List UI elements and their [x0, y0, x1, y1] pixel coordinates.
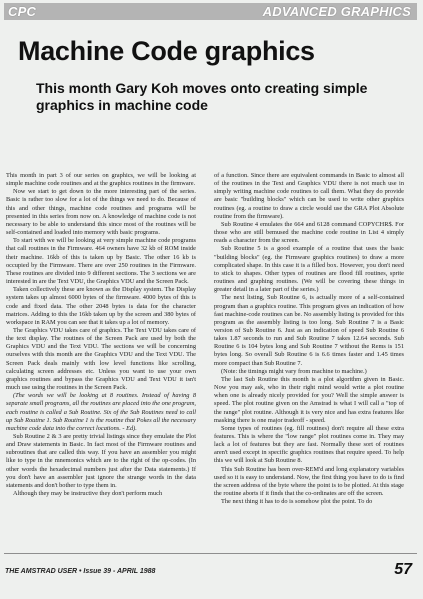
paragraph: Sub Routine 5 is a good example of a routine that uses the basic "building blocks" (eg. the Firmware graphics routines) to draw a more complicated shape. In this case it is a filled box. However, you don't need to stick to shapes. Other types of routines are flood fill routines, sprite routines and graphing routines. (We will be covering these things in greater detail in a later part of the series.)	[214, 245, 404, 294]
footer-divider	[4, 553, 417, 554]
paragraph: Sub Routine 4 emulates the 664 and 6128 command COPYCHR$. For those who are still bemused the machine code routine in List 4 simply reads a character from the screen.	[214, 220, 404, 245]
page-footer	[5, 561, 418, 587]
paragraph: of a function. Since there are equivalent commands in Basic to almost all of the routines in the Text and Graphics VDU there is not much use in simply writing machine code routines to call them. What they do provide are basic "building blocks" which can be used to write other graphics routines (eg. a routine to draw a circle would use the GRA Plot Absolute routine from the firmware).	[214, 172, 404, 220]
paragraph: The next thing it has to do is somehow plot the point. To do	[221, 498, 373, 506]
paragraph: Although they may be instructive they don't perform much	[13, 490, 163, 498]
page-number: 57	[394, 561, 412, 578]
paragraph: Sub Routine 2 & 3 are pretty trivial listings since they emulate the Plot and Draw statements in Basic. In fact most of the Firmware routines and subroutines that are called this way. If you have an assembler you might like to type in the mnemonics which are to the right of the op-codes. (In other words the hexadecimal numbers just after the Data statements.) If you don't have an assembler just ignore the strange words in the data statements and don't bother to type them in.	[6, 433, 196, 489]
header-bar	[4, 3, 417, 20]
paragraph: To start with we will be looking at very simple machine code programs that call routines in the Firmware. 464 owners have 32 kb of ROM inside their machine. 16kb of this is taken up by Basic. The other 16 kb is occupied by the Firmware. There are over 250 routines in the Firmware. These routines are divided into 9 different sections. The 3 sections we are interested in are the Text VDU, the Graphics VDU and the Screen Pack.	[6, 237, 196, 286]
editor-note: (The words we will be looking at 8 routines. Instead of having 8 separate small programs, all the routines are placed into the one program, each routine is called a Sub Routine. Six of the Sub Routines need to call up Sub Routine 1. Sub Routine 1 is the routine that Pokes all the necessary machine code data into the correct locations. - Ed).	[6, 392, 196, 432]
paragraph: This Sub Routine has been over-REM'd and long explanatory variables used so it is easy to understand. Now, the first thing you have to do is find the screen address of the byte where the point is to be plotted. At this stage the routine aborts if it finds that the co-ordinates are off the screen.	[214, 465, 404, 498]
paragraph: The next listing, Sub Routine 6, is actually more of a self-contained program than a graphics routine. This program gives an indication of how fast machine-code routines can be. No assembly listing is provided for this program as the assembly listing is too long. Sub Routine 7 is a Basic version of Sub Routine 6. Just as an indication of speed Sub Routine 6 takes 1.87 seconds to run and Sub Routine 7 takes 12.64 seconds. Sub Routine 6 is 104 bytes long and Sub Routine 7 without the Rems is 151 bytes long. So overall Sub Routine 6 is 6.6 times faster and 1.45 times more compact than Sub Routine 7.	[214, 294, 404, 367]
paragraph: Taken collectively these are known as the Display system. The Display system takes up almost 6000 bytes of the firmware. 4000 bytes of this is code and fixed data. The other 2048 bytes is data for the character matrices. Adding to this the 16kb taken up by the screen and 380 bytes of workspace in RAM you can see that it takes up a lot of memory.	[6, 286, 196, 326]
category-label: ADVANCED GRAPHICS	[262, 4, 411, 19]
paragraph: (Note: the timings might vary from machine to machine.)	[221, 367, 367, 375]
article-title: Machine Code graphics	[18, 36, 315, 66]
paragraph: This month in part 3 of our series on graphics, we will be looking at simple machine code routines and at the graphics routines in the firmware.	[6, 172, 196, 188]
article-subtitle: This month Gary Koh moves onto creating simple graphics in machine code	[36, 80, 368, 113]
section-label: CPC	[8, 4, 37, 19]
paragraph: Now we start to get down to the more interesting part of the series. Basic is rather too slow for a lot of the things we need to do. Because of this and other things, machine code routines and programs will be presented in this series from now on. A knowledge of machine code is not necessary to be able to understand this since most of the routines will be self-contained and loaded into memory with basic programs.	[6, 188, 196, 237]
left-column	[6, 172, 196, 548]
paragraph: The last Sub Routine this month is a plot algorithm given in Basic. Now you may ask, who in their right mind would write a plot routine when one is already nicely provided for you? Well the simple answer is speed. The plot routine given on the Amstrad is what I will call a "top of the range" plot routine. Although it is very nice and has extra features like masking there is one major tradeoff - speed.	[214, 375, 404, 424]
issue-info: THE AMSTRAD USER • Issue 39 - APRIL 1988	[5, 568, 156, 575]
paragraph: Some types of routines (eg. fill routines) don't require all these extra features. This is where the "low range" plot routines come in. They may lack a lot of features but they are fast. Normally these sort of routines aren't used except in specific graphics routines that require speed. To help this we will look at Sub Routine 8.	[214, 424, 404, 465]
right-column	[214, 172, 404, 548]
paragraph: The Graphics VDU takes care of graphics. The Text VDU takes care of the text display. The routines of the Screen Pack are used by both the Graphics VDU and the Text VDU. The sections we will be concerning ourselves with this month are the Graphics VDU and the Text VDU. The Screen Pack deals mainly with low level functions like scrolling, calculating screen addresses etc. Unless you want to use your own graphics routines and bypass the Graphics VDU and Text VDU it isn't much use using the routines in the Screen Pack.	[6, 326, 196, 392]
